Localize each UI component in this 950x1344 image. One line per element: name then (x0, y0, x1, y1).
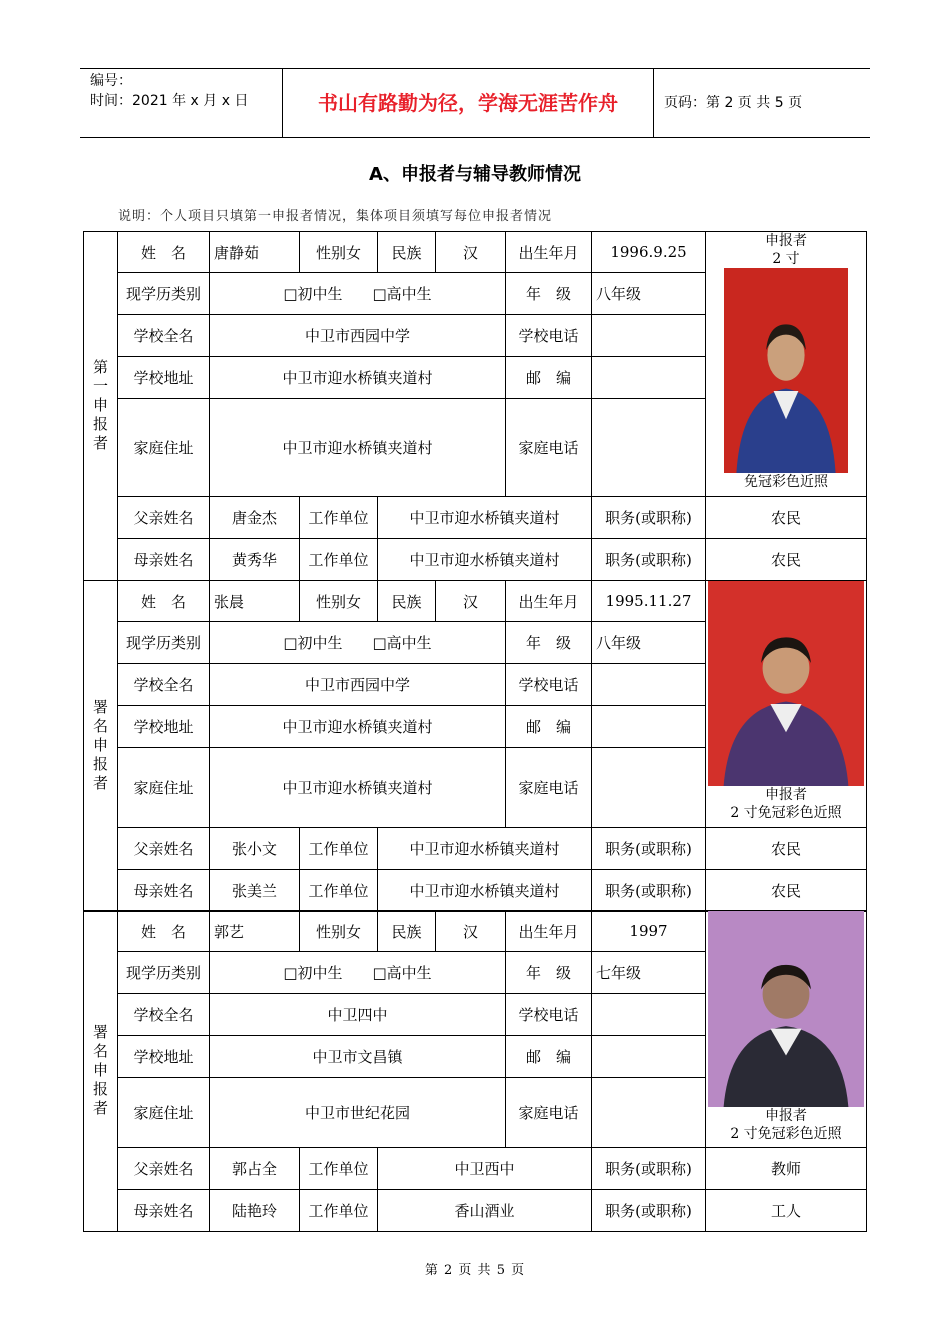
school-value: 中卫四中 (210, 994, 506, 1036)
page-indicator: 页码：第 2 页 共 5 页 (664, 95, 803, 111)
home-phone-label: 家庭电话 (506, 1078, 592, 1148)
ethnicity-label: 民族 (378, 232, 436, 273)
grade-label: 年 级 (506, 952, 592, 994)
mother-work: 中卫市迎水桥镇夹道村 (378, 870, 592, 912)
grade-label: 年 级 (506, 622, 592, 664)
name-value: 张晨 (210, 581, 300, 622)
grade-value: 八年级 (592, 622, 706, 664)
edu-type-options: □初中生 □高中生 (210, 952, 506, 994)
home-addr-label: 家庭住址 (118, 1078, 210, 1148)
father-label: 父亲姓名 (118, 497, 210, 539)
mother-name: 张美兰 (210, 870, 300, 912)
birth-value: 1996.9.25 (592, 232, 706, 273)
mother-name: 黄秀华 (210, 539, 300, 581)
name-label: 姓 名 (118, 581, 210, 622)
school-addr-label: 学校地址 (118, 706, 210, 748)
school-phone-label: 学校电话 (506, 664, 592, 706)
birth-label: 出生年月 (506, 911, 592, 952)
name-value: 郭艺 (210, 911, 300, 952)
edu-type-options: □初中生 □高中生 (210, 622, 506, 664)
ethnicity-label: 民族 (378, 911, 436, 952)
postcode-value (592, 706, 706, 748)
section-title: A、申报者与辅导教师情况 (369, 164, 581, 185)
grade-label: 年 级 (506, 273, 592, 315)
page-footer: 第 2 页 共 5 页 (424, 1263, 526, 1278)
edu-type-label: 现学历类别 (118, 622, 210, 664)
father-pos-label: 职务(或职称) (592, 1148, 706, 1190)
photo-caption-bottom: 申报者 2 寸免冠彩色近照 (730, 787, 842, 821)
school-addr-value: 中卫市文昌镇 (210, 1036, 506, 1078)
applicant-photo (708, 911, 864, 1107)
photo-cell (706, 232, 867, 497)
applicant-role: 署名申报者 (84, 581, 118, 912)
portrait-image (708, 581, 864, 786)
school-phone-label: 学校电话 (506, 994, 592, 1036)
father-pos: 农民 (706, 497, 867, 539)
postcode-label: 邮 编 (506, 1036, 592, 1078)
birth-value: 1995.11.27 (592, 581, 706, 622)
home-phone-value (592, 1078, 706, 1148)
home-addr-value: 中卫市迎水桥镇夹道村 (210, 399, 506, 497)
photo-cell (706, 581, 867, 828)
name-value: 唐静茹 (210, 232, 300, 273)
home-addr-label: 家庭住址 (118, 399, 210, 497)
grade-value: 八年级 (592, 273, 706, 315)
father-pos: 教师 (706, 1148, 867, 1190)
father-name: 张小文 (210, 828, 300, 870)
applicant-table (83, 231, 867, 581)
mother-work: 香山酒业 (378, 1190, 592, 1232)
school-label: 学校全名 (118, 664, 210, 706)
header-meta (80, 69, 282, 137)
postcode-value (592, 357, 706, 399)
school-phone-value (592, 315, 706, 357)
school-phone-label: 学校电话 (506, 315, 592, 357)
applicant-table (83, 580, 867, 912)
ethnicity-label: 民族 (378, 581, 436, 622)
father-work: 中卫市迎水桥镇夹道村 (378, 828, 592, 870)
mother-work: 中卫市迎水桥镇夹道村 (378, 539, 592, 581)
father-name: 郭占全 (210, 1148, 300, 1190)
school-addr-label: 学校地址 (118, 357, 210, 399)
father-label: 父亲姓名 (118, 828, 210, 870)
school-label: 学校全名 (118, 315, 210, 357)
father-pos: 农民 (706, 828, 867, 870)
gender-label: 性别女 (300, 581, 378, 622)
ethnicity-value: 汉 (436, 581, 506, 622)
mother-pos: 工人 (706, 1190, 867, 1232)
school-phone-value (592, 664, 706, 706)
applicant-photo (708, 581, 864, 786)
father-work: 中卫市迎水桥镇夹道村 (378, 497, 592, 539)
father-pos-label: 职务(或职称) (592, 497, 706, 539)
mother-pos: 农民 (706, 539, 867, 581)
edu-type-label: 现学历类别 (118, 952, 210, 994)
school-addr-value: 中卫市迎水桥镇夹道村 (210, 357, 506, 399)
home-addr-value: 中卫市世纪花园 (210, 1078, 506, 1148)
header-motto: 书山有路勤为径，学海无涯苦作舟 (282, 69, 654, 137)
mother-name: 陆艳玲 (210, 1190, 300, 1232)
mother-pos-label: 职务(或职称) (592, 870, 706, 912)
applicant-role: 第一申报者 (84, 232, 118, 581)
applicant-table (83, 910, 867, 1232)
home-phone-value (592, 399, 706, 497)
father-work-label: 工作单位 (300, 497, 378, 539)
home-phone-label: 家庭电话 (506, 748, 592, 828)
gender-label: 性别女 (300, 911, 378, 952)
mother-pos-label: 职务(或职称) (592, 1190, 706, 1232)
school-value: 中卫市西园中学 (210, 315, 506, 357)
gender-label: 性别女 (300, 232, 378, 273)
grade-value: 七年级 (592, 952, 706, 994)
school-label: 学校全名 (118, 994, 210, 1036)
date-label: 时间：2021 年 x 月 x 日 (90, 93, 249, 109)
applicant-photo (724, 268, 848, 473)
portrait-image (724, 268, 848, 473)
mother-work-label: 工作单位 (300, 539, 378, 581)
father-pos-label: 职务(或职称) (592, 828, 706, 870)
name-label: 姓 名 (118, 911, 210, 952)
applicant-role: 署名申报者 (84, 911, 118, 1232)
father-label: 父亲姓名 (118, 1148, 210, 1190)
father-work: 中卫西中 (378, 1148, 592, 1190)
school-value: 中卫市西园中学 (210, 664, 506, 706)
father-work-label: 工作单位 (300, 828, 378, 870)
instruction-note: 说明：个人项目只填第一申报者情况，集体项目须填写每位申报者情况 (118, 209, 553, 224)
postcode-label: 邮 编 (506, 357, 592, 399)
postcode-value (592, 1036, 706, 1078)
portrait-image (708, 911, 864, 1107)
mother-work-label: 工作单位 (300, 870, 378, 912)
postcode-label: 邮 编 (506, 706, 592, 748)
birth-label: 出生年月 (506, 232, 592, 273)
school-phone-value (592, 994, 706, 1036)
mother-label: 母亲姓名 (118, 870, 210, 912)
photo-caption-top: 申报者 2 寸 (765, 233, 807, 267)
father-name: 唐金杰 (210, 497, 300, 539)
mother-label: 母亲姓名 (118, 539, 210, 581)
birth-value: 1997 (592, 911, 706, 952)
mother-work-label: 工作单位 (300, 1190, 378, 1232)
photo-caption-bottom: 免冠彩色近照 (744, 474, 828, 490)
mother-pos-label: 职务(或职称) (592, 539, 706, 581)
photo-caption-bottom: 申报者 2 寸免冠彩色近照 (730, 1108, 842, 1142)
father-work-label: 工作单位 (300, 1148, 378, 1190)
home-addr-label: 家庭住址 (118, 748, 210, 828)
name-label: 姓 名 (118, 232, 210, 273)
school-addr-label: 学校地址 (118, 1036, 210, 1078)
page-header (80, 68, 870, 138)
edu-type-options: □初中生 □高中生 (210, 273, 506, 315)
edu-type-label: 现学历类别 (118, 273, 210, 315)
home-phone-value (592, 748, 706, 828)
birth-label: 出生年月 (506, 581, 592, 622)
mother-pos: 农民 (706, 870, 867, 912)
home-phone-label: 家庭电话 (506, 399, 592, 497)
mother-label: 母亲姓名 (118, 1190, 210, 1232)
ethnicity-value: 汉 (436, 911, 506, 952)
school-addr-value: 中卫市迎水桥镇夹道村 (210, 706, 506, 748)
number-label: 编号： (90, 73, 132, 89)
photo-cell (706, 911, 867, 1148)
home-addr-value: 中卫市迎水桥镇夹道村 (210, 748, 506, 828)
ethnicity-value: 汉 (436, 232, 506, 273)
